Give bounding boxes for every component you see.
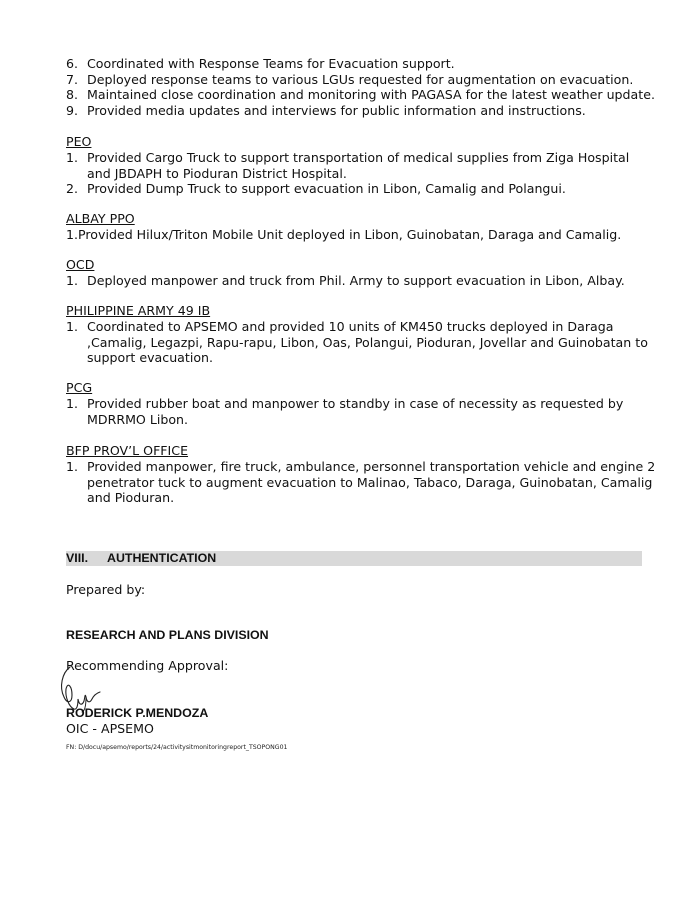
list-item: 1. Provided rubber boat and manpower to standby in case of necessity as requested by MDRRMO Libon. [66, 396, 624, 427]
response-actions-list [66, 56, 656, 118]
list-item: 7. Deployed response teams to various LGUs requested for augmentation on evacuation. [66, 71, 634, 87]
section-heading-ocd: OCD [66, 257, 95, 272]
bfp-list [66, 459, 656, 506]
section-heading-bfp: BFP PROV’L OFFICE [66, 443, 189, 458]
list-item: 1. Deployed manpower and truck from Phil. Army to support evacuation in Libon, Albay. [66, 273, 625, 288]
file-path-footnote: FN: D/docu/apsemo/reports/24/activitysitmonitoringreport_TSOPONG01 [66, 744, 288, 751]
section-heading-albay-ppo: ALBAY PPO [66, 211, 135, 226]
signatory-name: RODERICK P.MENDOZA [66, 706, 209, 720]
list-item: 6. Coordinated with Response Teams for Evacuation support. [66, 56, 455, 71]
prepared-by-label: Prepared by: [66, 582, 146, 597]
list-item: 1. Provided Cargo Truck to support transportation of medical supplies from Ziga Hospital and JBDAPH to Pioduran District Hospital. [66, 150, 630, 181]
list-item: 2. Provided Dump Truck to support evacuation in Libon, Camalig and Polangui. [66, 181, 566, 196]
list-item: 1. Provided manpower, fire truck, ambulance, personnel transportation vehicle and engine 2 penetrator tuck to augment evacuation to Malinao, Tabaco, Daraga, Guinobatan, Camalig and Pioduran. [66, 459, 656, 505]
recommending-approval-label: Recommending Approval: [66, 658, 229, 673]
division-name: RESEARCH AND PLANS DIVISION [66, 628, 269, 642]
list-item: 1. Coordinated to APSEMO and provided 10 units of KM450 trucks deployed in Daraga ,Camalig, Legazpi, Rapu-rapu, Libon, Oas, Polangui, Pioduran, Jovellar and Guinobatan to support evacuation. [66, 319, 648, 365]
albay-ppo-text: 1.Provided Hilux/Triton Mobile Unit deployed in Libon, Guinobatan, Daraga and Camalig. [66, 227, 622, 242]
handwritten-signature [56, 659, 102, 713]
authentication-section-bar: VIII. AUTHENTICATION [66, 551, 642, 566]
list-item: 8. Maintained close coordination and monitoring with PAGASA for the latest weather update. [66, 87, 655, 102]
peo-list [66, 150, 656, 197]
signatory-position: OIC - APSEMO [66, 721, 154, 736]
army-list [66, 319, 656, 366]
list-item: 9. Provided media updates and interviews for public information and instructions. [66, 102, 586, 118]
ocd-list [66, 273, 656, 289]
section-heading-army: PHILIPPINE ARMY 49 IB [66, 303, 211, 318]
section-heading-peo: PEO [66, 134, 92, 149]
pcg-list [66, 396, 656, 427]
section-heading-pcg: PCG [66, 380, 93, 395]
